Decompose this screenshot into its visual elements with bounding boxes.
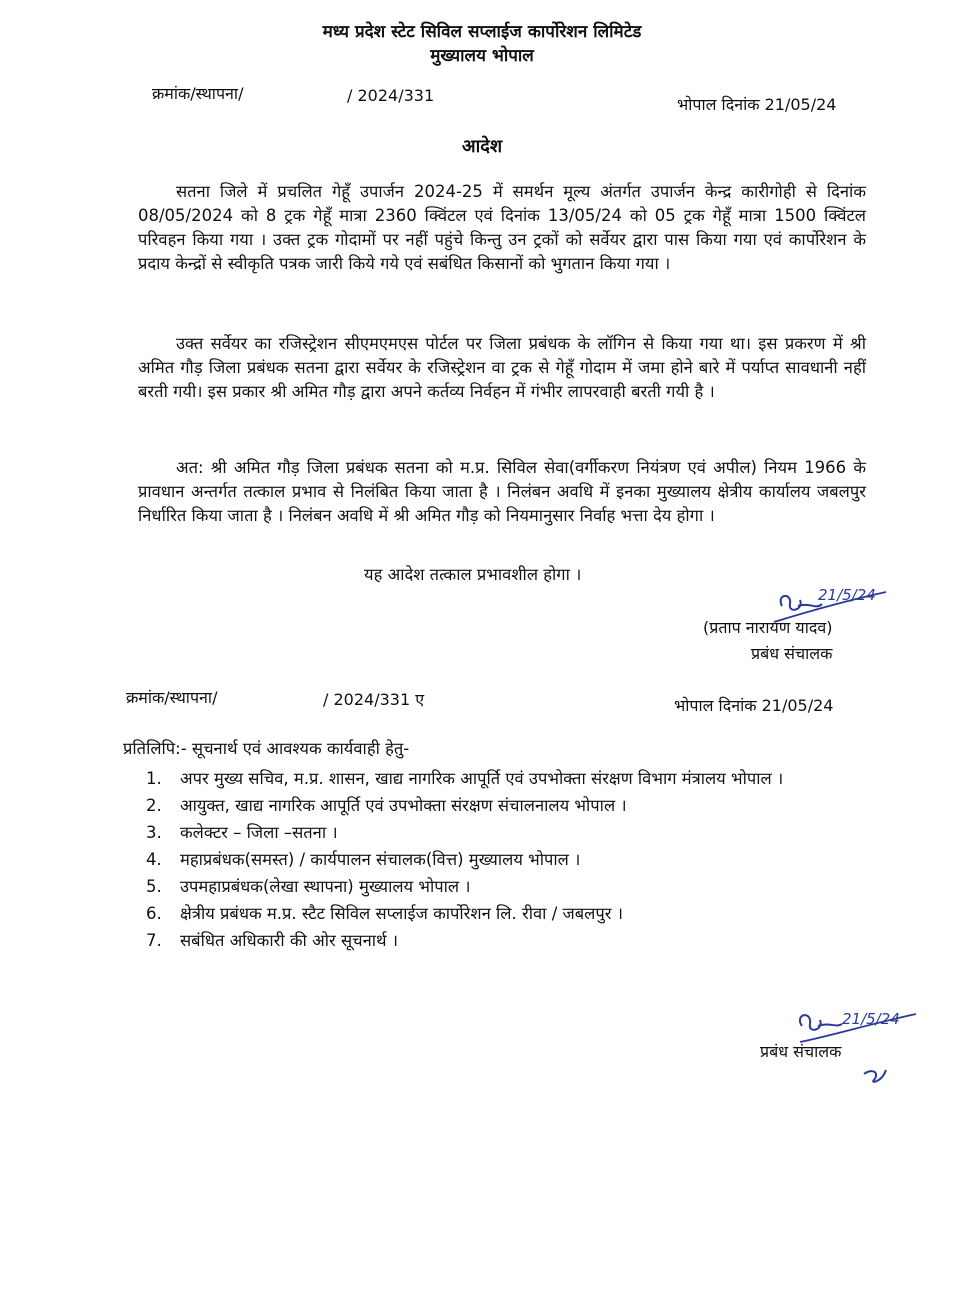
copy-item: 1. अपर मुख्य सचिव, म.प्र. शासन, खाद्य नागरिक आपूर्ति एवं उपभोक्ता संरक्षण विभाग मंत्रालय भोपाल । [146,769,784,788]
letterhead [0,20,964,68]
office-name: मुख्यालय भोपाल [430,46,534,66]
ref1-label: क्रमांक/स्थापना/ [152,84,244,103]
copy-item: 5. उपमहाप्रबंधक(लेखा स्थापना) मुख्यालय भोपाल । [146,877,471,896]
ref2-label: क्रमांक/स्थापना/ [126,688,218,707]
ref1-number: / 2024/331 [347,86,435,105]
copy-list [146,766,876,955]
signatory-name: (प्रताप नारायण यादव) [703,618,833,637]
ref1-date: भोपाल दिनांक 21/05/24 [677,95,837,114]
order-paragraph-1: सतना जिले में प्रचलित गेहूँ उपार्जन 2024-25 में समर्थन मूल्य अंतर्गत उपार्जन केन्द्र कारीगोही से दिनांक 08/05/2024 को 8 ट्रक गेहूँ मात्रा 2360 क्विंटल एवं दिनांक 13/05/24 को 05 ट्रक गेहूँ मात्रा 1500 क्विंटल परिवहन किया गया । उक्त ट्रक गोदामों पर नहीं पहुंचे किन्तु उन ट्रकों को सर्वेयर द्वारा पास किया गया एवं कार्पोरेशन के प्रदाय केन्द्रों से स्वीकृति पत्रक जारी किये गये एवं सबंधित किसानों को भुगतान किया गया । [138,182,866,273]
ref2-date: भोपाल दिनांक 21/05/24 [674,696,834,715]
copy-heading: प्रतिलिपि:- सूचनार्थ एवं आवश्यक कार्यवाही हेतु- [123,739,410,758]
order-paragraph-3: अत: श्री अमित गौड़ जिला प्रबंधक सतना को म.प्र. सिविल सेवा(वर्गीकरण नियंत्रण एवं अपील) नियम 1966 के प्रावधान अन्तर्गत तत्काल प्रभाव से निलंबित किया जाता है । निलंबन अवधि में इनका मुख्यालय क्षेत्रीय कार्यालय जबलपुर निर्धारित किया जाता है । निलंबन अवधि में श्री अमित गौड़ को नियमानुसार निर्वाह भत्ता देय होगा । [138,458,866,525]
ref2-number: / 2024/331 ए [323,690,425,709]
copy-item: 4. महाप्रबंधक(समस्त) / कार्यपालन संचालक(वित्त) मुख्यालय भोपाल । [146,850,581,869]
signatory-2-designation: प्रबंध संचालक [760,1042,842,1061]
copy-item: 7. सबंधित अधिकारी की ओर सूचनार्थ । [146,931,399,950]
org-name: मध्य प्रदेश स्टेट सिविल सप्लाईज कार्पोरेशन लिमिटेड [322,22,642,42]
signature-2-date: 21/5/24 [842,1010,900,1028]
signatory-designation: प्रबंध संचालक [751,644,833,663]
order-paragraph-2: उक्त सर्वेयर का रजिस्ट्रेशन सीएमएमएस पोर्टल पर जिला प्रबंधक के लॉगिन से किया गया था। इस प्रकरण में श्री अमित गौड़ जिला प्रबंधक सतना द्वारा सर्वेयर के रजिस्ट्रेशन वा ट्रक से गेहूँ गोदाम में जमा होने बारे में पर्याप्त सावधानी नहीं बरती गयी। इस प्रकार श्री अमित गौड़ द्वारा अपने कर्तव्य निर्वहन में गंभीर लापरवाही बरती गयी है । [138,334,866,401]
copy-item: 6. क्षेत्रीय प्रबंधक म.प्र. स्टैट सिविल सप्लाईज कार्पोरेशन लि. रीवा / जबलपुर । [146,904,623,923]
order-title: आदेश [461,136,503,157]
copy-item: 2. आयुक्त, खाद्य नागरिक आपूर्ति एवं उपभोक्ता संरक्षण संचालनालय भोपाल । [146,796,627,815]
order-closing: यह आदेश तत्काल प्रभावशील होगा । [364,565,582,584]
signature-1-date: 21/5/24 [818,586,876,604]
copy-item: 3. कलेक्टर – जिला –सतना । [146,823,338,842]
